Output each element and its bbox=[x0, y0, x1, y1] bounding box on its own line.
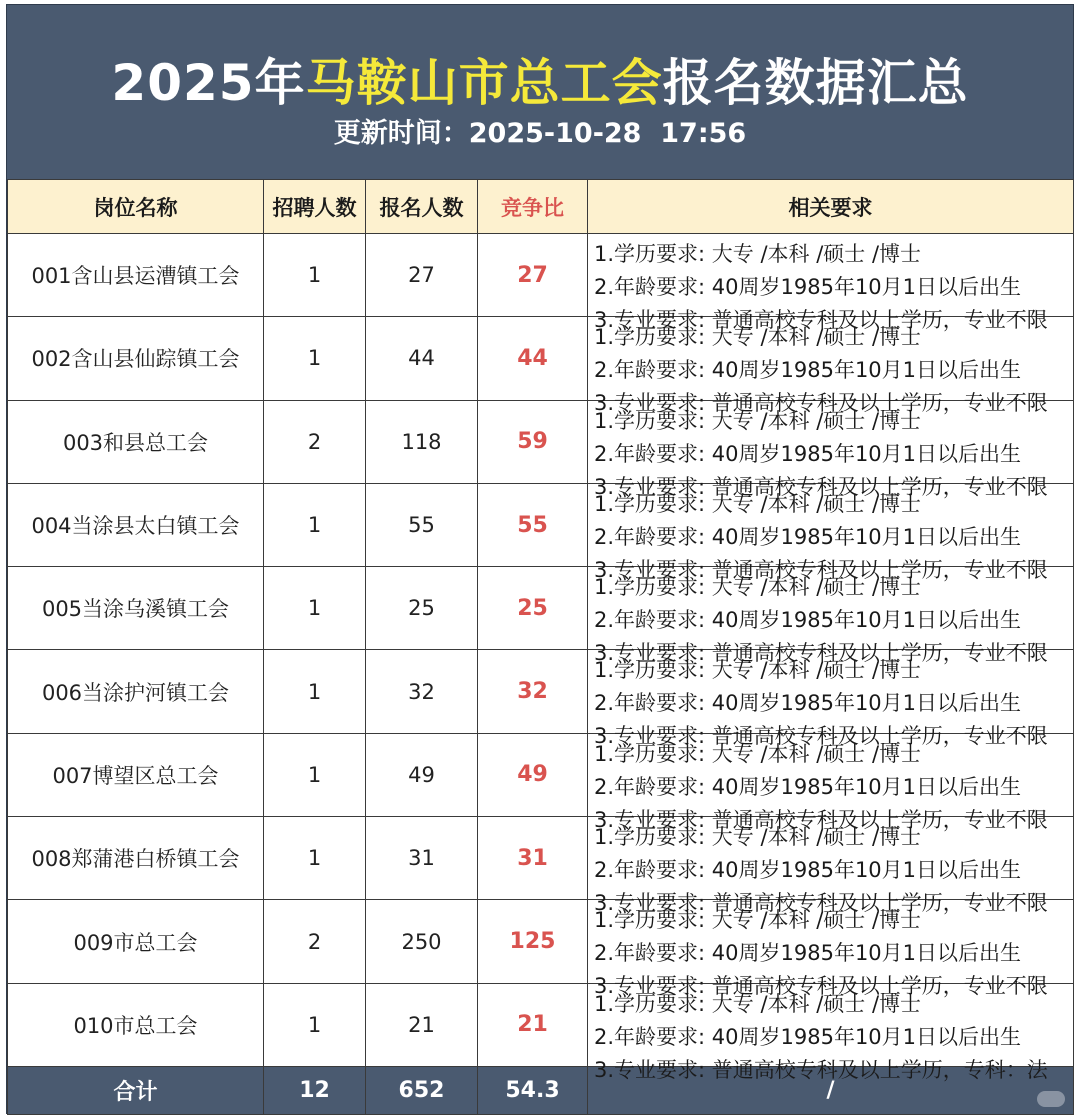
cell-position: 008郑蒲港白桥镇工会 bbox=[8, 817, 264, 900]
table-row bbox=[8, 650, 1074, 733]
cell-position: 002含山县仙踪镇工会 bbox=[8, 317, 264, 400]
table-row bbox=[8, 483, 1074, 566]
cell-ratio: 49 bbox=[478, 733, 588, 816]
requirement-education: 1.学历要求: 大专 /本科 /硕士 /博士 bbox=[594, 741, 922, 766]
cell-requirements bbox=[588, 733, 1074, 832]
cell-ratio: 25 bbox=[478, 567, 588, 650]
requirement-education: 1.学历要求: 大专 /本科 /硕士 /博士 bbox=[594, 825, 922, 850]
cell-applicants: 49 bbox=[366, 733, 478, 816]
column-header-ratio: 竞争比 bbox=[478, 180, 588, 234]
table-row bbox=[8, 400, 1074, 483]
requirements-clip bbox=[588, 650, 1073, 749]
cell-ratio: 21 bbox=[478, 983, 588, 1066]
table-row bbox=[8, 900, 1074, 983]
cell-hires: 1 bbox=[264, 733, 366, 816]
requirement-education: 1.学历要求: 大专 /本科 /硕士 /博士 bbox=[594, 991, 922, 1016]
requirements-clip bbox=[588, 484, 1073, 582]
title-suffix: 报名数据汇总 bbox=[662, 54, 969, 112]
requirement-age: 2.年龄要求: 40周岁1985年10月1日以后出生 bbox=[594, 275, 1022, 299]
table-row bbox=[8, 733, 1074, 816]
cell-hires: 2 bbox=[264, 900, 366, 983]
requirement-age: 2.年龄要求: 40周岁1985年10月1日以后出生 bbox=[594, 1024, 1022, 1049]
totals-hires: 12 bbox=[264, 1066, 366, 1114]
update-label: 更新时间： bbox=[333, 118, 469, 149]
title-highlight: 马鞍山市总工会 bbox=[305, 54, 663, 112]
table-row bbox=[8, 817, 1074, 900]
cell-hires: 1 bbox=[264, 650, 366, 733]
requirements-clip bbox=[588, 817, 1073, 916]
cell-hires: 1 bbox=[264, 317, 366, 400]
page-title bbox=[7, 43, 1073, 115]
requirement-education: 1.学历要求: 大专 /本科 /硕士 /博士 bbox=[594, 491, 922, 516]
cell-hires: 1 bbox=[264, 983, 366, 1066]
requirement-major: 3.专业要求: 普通高校专科及以上学历，专业不限 bbox=[594, 807, 1048, 832]
cell-position: 009市总工会 bbox=[8, 900, 264, 983]
requirement-age: 2.年龄要求: 40周岁1985年10月1日以后出生 bbox=[594, 941, 1022, 966]
table-row bbox=[8, 567, 1074, 650]
cell-requirements bbox=[588, 483, 1074, 582]
watermark-badge bbox=[1037, 1091, 1065, 1107]
requirement-major: 3.专业要求: 普通高校专科及以上学历，专业不限 bbox=[594, 641, 1048, 666]
requirement-major: 3.专业要求: 普通高校专科及以上学历，专业不限 bbox=[594, 391, 1048, 416]
requirement-education: 1.学历要求: 大专 /本科 /硕士 /博士 bbox=[594, 658, 922, 683]
summary-sheet bbox=[6, 4, 1074, 1114]
cell-hires: 1 bbox=[264, 567, 366, 650]
cell-ratio: 32 bbox=[478, 650, 588, 733]
column-header-requirements: 相关要求 bbox=[588, 180, 1074, 234]
table-row bbox=[8, 317, 1074, 400]
update-time: 2025-10-28 17:56 bbox=[468, 118, 747, 149]
cell-ratio: 27 bbox=[478, 234, 588, 317]
cell-position: 001含山县运漕镇工会 bbox=[8, 234, 264, 317]
data-table bbox=[7, 179, 1074, 1115]
requirements-clip bbox=[588, 401, 1073, 499]
cell-ratio: 55 bbox=[478, 483, 588, 566]
cell-applicants: 27 bbox=[366, 234, 478, 317]
requirement-age: 2.年龄要求: 40周岁1985年10月1日以后出生 bbox=[594, 524, 1022, 549]
requirements-clip bbox=[588, 984, 1073, 1082]
requirement-major: 3.专业要求: 普通高校专科及以上学历，专业不限 bbox=[594, 974, 1048, 999]
cell-requirements bbox=[588, 650, 1074, 749]
requirements-clip bbox=[588, 567, 1073, 666]
table-row bbox=[8, 983, 1074, 1066]
cell-position: 006当涂护河镇工会 bbox=[8, 650, 264, 733]
cell-position: 004当涂县太白镇工会 bbox=[8, 483, 264, 566]
totals-label: 合计 bbox=[8, 1066, 264, 1114]
title-prefix: 2025年 bbox=[111, 54, 306, 112]
cell-ratio: 31 bbox=[478, 817, 588, 900]
requirements-clip bbox=[588, 317, 1073, 416]
cell-requirements bbox=[588, 567, 1074, 666]
requirement-major: 3.专业要求: 普通高校专科及以上学历，专业不限 bbox=[594, 891, 1048, 916]
cell-requirements bbox=[588, 234, 1074, 332]
header-banner bbox=[7, 5, 1073, 179]
cell-position: 010市总工会 bbox=[8, 983, 264, 1066]
requirement-education: 1.学历要求: 大专 /本科 /硕士 /博士 bbox=[594, 408, 922, 433]
cell-requirements bbox=[588, 900, 1074, 999]
cell-hires: 1 bbox=[264, 483, 366, 566]
requirement-age: 2.年龄要求: 40周岁1985年10月1日以后出生 bbox=[594, 358, 1022, 383]
requirement-education: 1.学历要求: 大专 /本科 /硕士 /博士 bbox=[594, 908, 922, 933]
totals-requirements: / bbox=[588, 1066, 1074, 1114]
requirement-age: 2.年龄要求: 40周岁1985年10月1日以后出生 bbox=[594, 774, 1022, 799]
cell-applicants: 250 bbox=[366, 900, 478, 983]
cell-requirements bbox=[588, 317, 1074, 416]
requirement-education: 1.学历要求: 大专 /本科 /硕士 /博士 bbox=[594, 242, 922, 266]
cell-position: 005当涂乌溪镇工会 bbox=[8, 567, 264, 650]
cell-requirements bbox=[588, 983, 1074, 1082]
cell-position: 007博望区总工会 bbox=[8, 733, 264, 816]
requirements-clip bbox=[588, 900, 1073, 999]
cell-requirements bbox=[588, 400, 1074, 499]
cell-applicants: 55 bbox=[366, 483, 478, 566]
cell-position: 003和县总工会 bbox=[8, 400, 264, 483]
update-time-line bbox=[7, 111, 1073, 150]
totals-ratio: 54.3 bbox=[478, 1066, 588, 1114]
cell-applicants: 25 bbox=[366, 567, 478, 650]
requirement-age: 2.年龄要求: 40周岁1985年10月1日以后出生 bbox=[594, 441, 1022, 466]
requirement-education: 1.学历要求: 大专 /本科 /硕士 /博士 bbox=[594, 325, 922, 350]
requirement-education: 1.学历要求: 大专 /本科 /硕士 /博士 bbox=[594, 575, 922, 600]
requirement-age: 2.年龄要求: 40周岁1985年10月1日以后出生 bbox=[594, 691, 1022, 716]
column-header-position: 岗位名称 bbox=[8, 180, 264, 234]
column-header-applicants: 报名人数 bbox=[366, 180, 478, 234]
requirement-age: 2.年龄要求: 40周岁1985年10月1日以后出生 bbox=[594, 858, 1022, 883]
totals-applicants: 652 bbox=[366, 1066, 478, 1114]
cell-applicants: 31 bbox=[366, 817, 478, 900]
cell-applicants: 44 bbox=[366, 317, 478, 400]
requirements-clip bbox=[588, 734, 1073, 832]
table-row bbox=[8, 234, 1074, 317]
cell-applicants: 21 bbox=[366, 983, 478, 1066]
requirement-major: 3.专业要求: 普通高校专科及以上学历，专科：法 bbox=[594, 1057, 1048, 1082]
column-header-hires: 招聘人数 bbox=[264, 180, 366, 234]
requirement-major: 3.专业要求: 普通高校专科及以上学历，专业不限 bbox=[594, 308, 1048, 332]
cell-hires: 2 bbox=[264, 400, 366, 483]
cell-hires: 1 bbox=[264, 817, 366, 900]
table-header-row bbox=[8, 180, 1074, 234]
cell-ratio: 125 bbox=[478, 900, 588, 983]
requirement-major: 3.专业要求: 普通高校专科及以上学历，专业不限 bbox=[594, 724, 1048, 749]
cell-ratio: 59 bbox=[478, 400, 588, 483]
requirement-major: 3.专业要求: 普通高校专科及以上学历，专业不限 bbox=[594, 557, 1048, 582]
requirement-major: 3.专业要求: 普通高校专科及以上学历，专业不限 bbox=[594, 474, 1048, 499]
cell-applicants: 118 bbox=[366, 400, 478, 483]
cell-requirements bbox=[588, 817, 1074, 916]
cell-hires: 1 bbox=[264, 234, 366, 317]
requirement-age: 2.年龄要求: 40周岁1985年10月1日以后出生 bbox=[594, 608, 1022, 633]
cell-ratio: 44 bbox=[478, 317, 588, 400]
requirements-clip bbox=[588, 234, 1073, 332]
cell-applicants: 32 bbox=[366, 650, 478, 733]
